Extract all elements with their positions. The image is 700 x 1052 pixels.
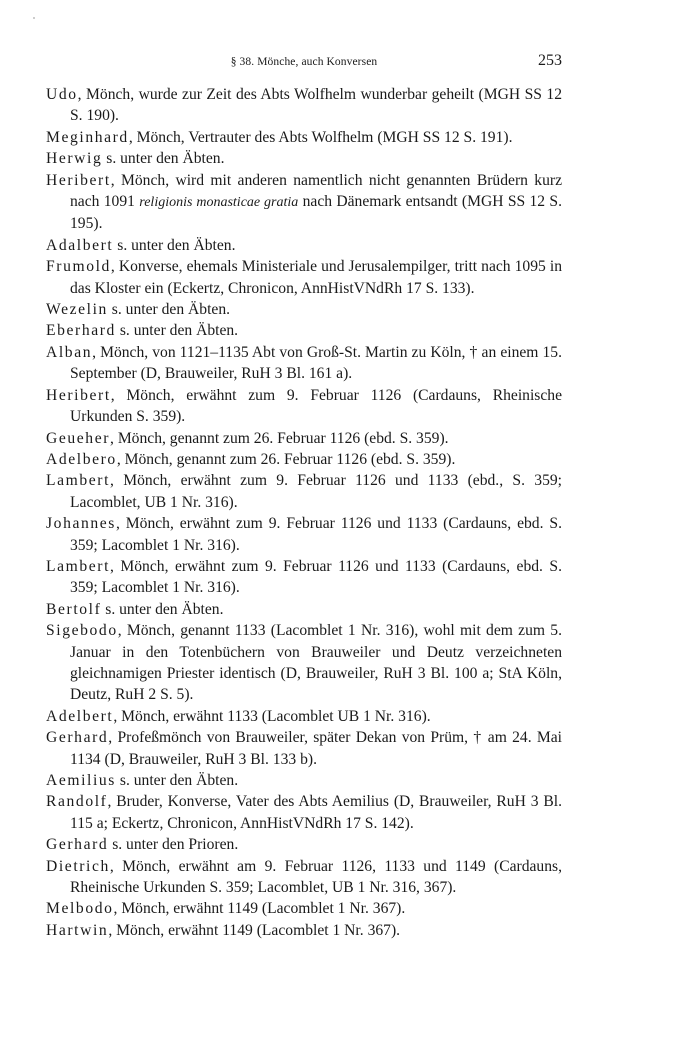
entry	[46, 727, 562, 770]
running-head	[46, 52, 562, 74]
entry-name: Aemilius	[46, 772, 116, 789]
entry-text: , Mönch, erwähnt 1149 (Lacomblet 1 Nr. 367).	[113, 900, 406, 918]
running-title: § 38. Mönche, auch Konversen	[230, 56, 378, 68]
entry-text: s. unter den Äbten.	[101, 600, 224, 618]
entry-text: s. unter den Äbten.	[102, 150, 225, 168]
entry-text: , Mönch, wird mit anderen namentlich nicht genannten Brüdern kurz nach 1091	[70, 171, 562, 211]
entry-text: , Mönch, genannt zum 26. Februar 1126 (ebd. S. 359).	[116, 450, 456, 468]
entry-name: Heribert	[46, 386, 111, 404]
entry-text: , Mönch, erwähnt 1149 (Lacomblet 1 Nr. 367).	[108, 921, 401, 939]
entry-text: , Mönch, Vertrauter des Abts Wolfhelm (MGH SS 12 S. 191).	[128, 128, 513, 146]
entry	[46, 920, 562, 941]
entry-name: Lambert	[46, 472, 111, 490]
entry-name: Herwig	[46, 150, 103, 168]
entry	[46, 385, 562, 428]
entry-name: Alban	[46, 343, 93, 361]
entry-text: , Mönch, erwähnt zum 9. Februar 1126 und 1133 (Cardauns, ebd. S. 359; Lacomblet 1 Nr. 316).	[70, 557, 562, 597]
entry-name: Johannes	[46, 515, 116, 533]
entry	[46, 299, 562, 320]
entry-name: Wezelin	[46, 301, 108, 319]
entry	[46, 513, 562, 556]
entry	[46, 599, 562, 620]
entry-italic: religionis monasticae gratia	[139, 195, 299, 211]
entry-name: Melbodo	[46, 900, 114, 918]
entry	[46, 470, 562, 513]
entry-text: , Mönch, genannt zum 26. Februar 1126 (ebd. S. 359).	[110, 429, 449, 447]
entry	[46, 256, 562, 299]
entry-name: Adelbero	[46, 450, 117, 468]
page-number: 253	[538, 52, 562, 69]
entry-text-after: nach Dänemark entsandt (MGH SS 12 S. 195).	[70, 193, 562, 233]
page	[46, 52, 562, 941]
margin-dot	[33, 17, 35, 19]
entry-name: Meginhard	[46, 128, 129, 146]
entry	[46, 834, 562, 855]
entry-name: Randolf	[46, 793, 108, 811]
entry-text: , Mönch, erwähnt am 9. Februar 1126, 1133 und 1149 (Cardauns, Rheinische Urkunden S. 359; Lacomblet, UB 1 Nr. 316, 367).	[70, 857, 562, 897]
entry-name: Frumold	[46, 258, 111, 276]
entry-text: , Profeßmönch von Brauweiler, später Dekan von Prüm, † am 24. Mai 1134 (D, Brauweiler, RuH 3 Bl. 133 b).	[70, 729, 562, 768]
entry	[46, 449, 562, 470]
entry-name: Eberhard	[46, 322, 116, 340]
entry	[46, 791, 562, 834]
entry	[46, 770, 562, 791]
entry	[46, 620, 562, 706]
entry-name: Gerhard	[46, 729, 109, 747]
entry-name: Hartwin	[46, 921, 109, 939]
entry	[46, 898, 562, 919]
entry-name: Udo	[46, 86, 78, 103]
entry-text: , Bruder, Konverse, Vater des Abts Aemilius (D, Brauweiler, RuH 3 Bl. 115 a; Eckertz, Chronicon, AnnHistVNdRh 17 S. 142).	[70, 793, 562, 832]
entry	[46, 148, 562, 169]
entry-name: Adalbert	[46, 236, 114, 254]
entry-name: Heribert	[46, 171, 111, 189]
entry-text: s. unter den Prioren.	[108, 836, 239, 854]
entry-text: , Mönch, genannt 1133 (Lacomblet 1 Nr. 316), wohl mit dem zum 5. Januar in den Totenbüchern von Brauweiler und Deutz verzeichneten gleichnamigen Priester identisch (D, Brauweiler, RuH 3 Bl. 100 a; StA Köln, Deutz, RuH 2 S. 5).	[70, 622, 562, 704]
entry-name: Adelbert	[46, 707, 114, 725]
entry	[46, 556, 562, 599]
entry-text: s. unter den Äbten.	[113, 236, 236, 254]
entry-name: Lambert	[46, 557, 111, 575]
entry-name: Gerhard	[46, 836, 109, 854]
entry	[46, 320, 562, 341]
entry-text: , Konverse, ehemals Ministeriale und Jerusalempilger, tritt nach 1095 in das Kloster ein (Eckertz, Chronicon, AnnHistVNdRh 17 S. 133).	[70, 258, 562, 297]
entry-text: , Mönch, erwähnt zum 9. Februar 1126 und 1133 (Cardauns, ebd. S. 359; Lacomblet 1 Nr. 316).	[70, 515, 562, 554]
entry	[46, 235, 562, 256]
entry	[46, 428, 562, 449]
entry-name: Bertolf	[46, 600, 102, 618]
entry-name: Geueher	[46, 429, 111, 447]
entry	[46, 127, 562, 148]
entry-text: , Mönch, erwähnt zum 9. Februar 1126 (Cardauns, Rheinische Urkunden S. 359).	[70, 386, 562, 426]
entry	[46, 856, 562, 899]
entry	[46, 342, 562, 385]
entry	[46, 84, 562, 127]
entry-list	[46, 84, 562, 941]
entry-text: , Mönch, erwähnt zum 9. Februar 1126 und 1133 (ebd., S. 359; Lacomblet, UB 1 Nr. 316).	[70, 472, 562, 511]
entry	[46, 170, 562, 235]
entry-name: Dietrich	[46, 857, 110, 875]
entry-text: , Mönch, wurde zur Zeit des Abts Wolfhelm wunderbar geheilt (MGH SS 12 S. 190).	[70, 86, 562, 125]
entry-text: , Mönch, erwähnt 1133 (Lacomblet UB 1 Nr. 316).	[113, 707, 431, 725]
entry-text: s. unter den Äbten.	[115, 322, 239, 340]
entry	[46, 706, 562, 727]
entry-text: s. unter den Äbten.	[115, 772, 239, 789]
entry-name: Sigebodo	[46, 622, 118, 640]
entry-text: , Mönch, von 1121–1135 Abt von Groß-St. Martin zu Köln, † an einem 15. September (D, Brauweiler, RuH 3 Bl. 161 a).	[70, 343, 562, 383]
entry-text: s. unter den Äbten.	[107, 301, 231, 319]
